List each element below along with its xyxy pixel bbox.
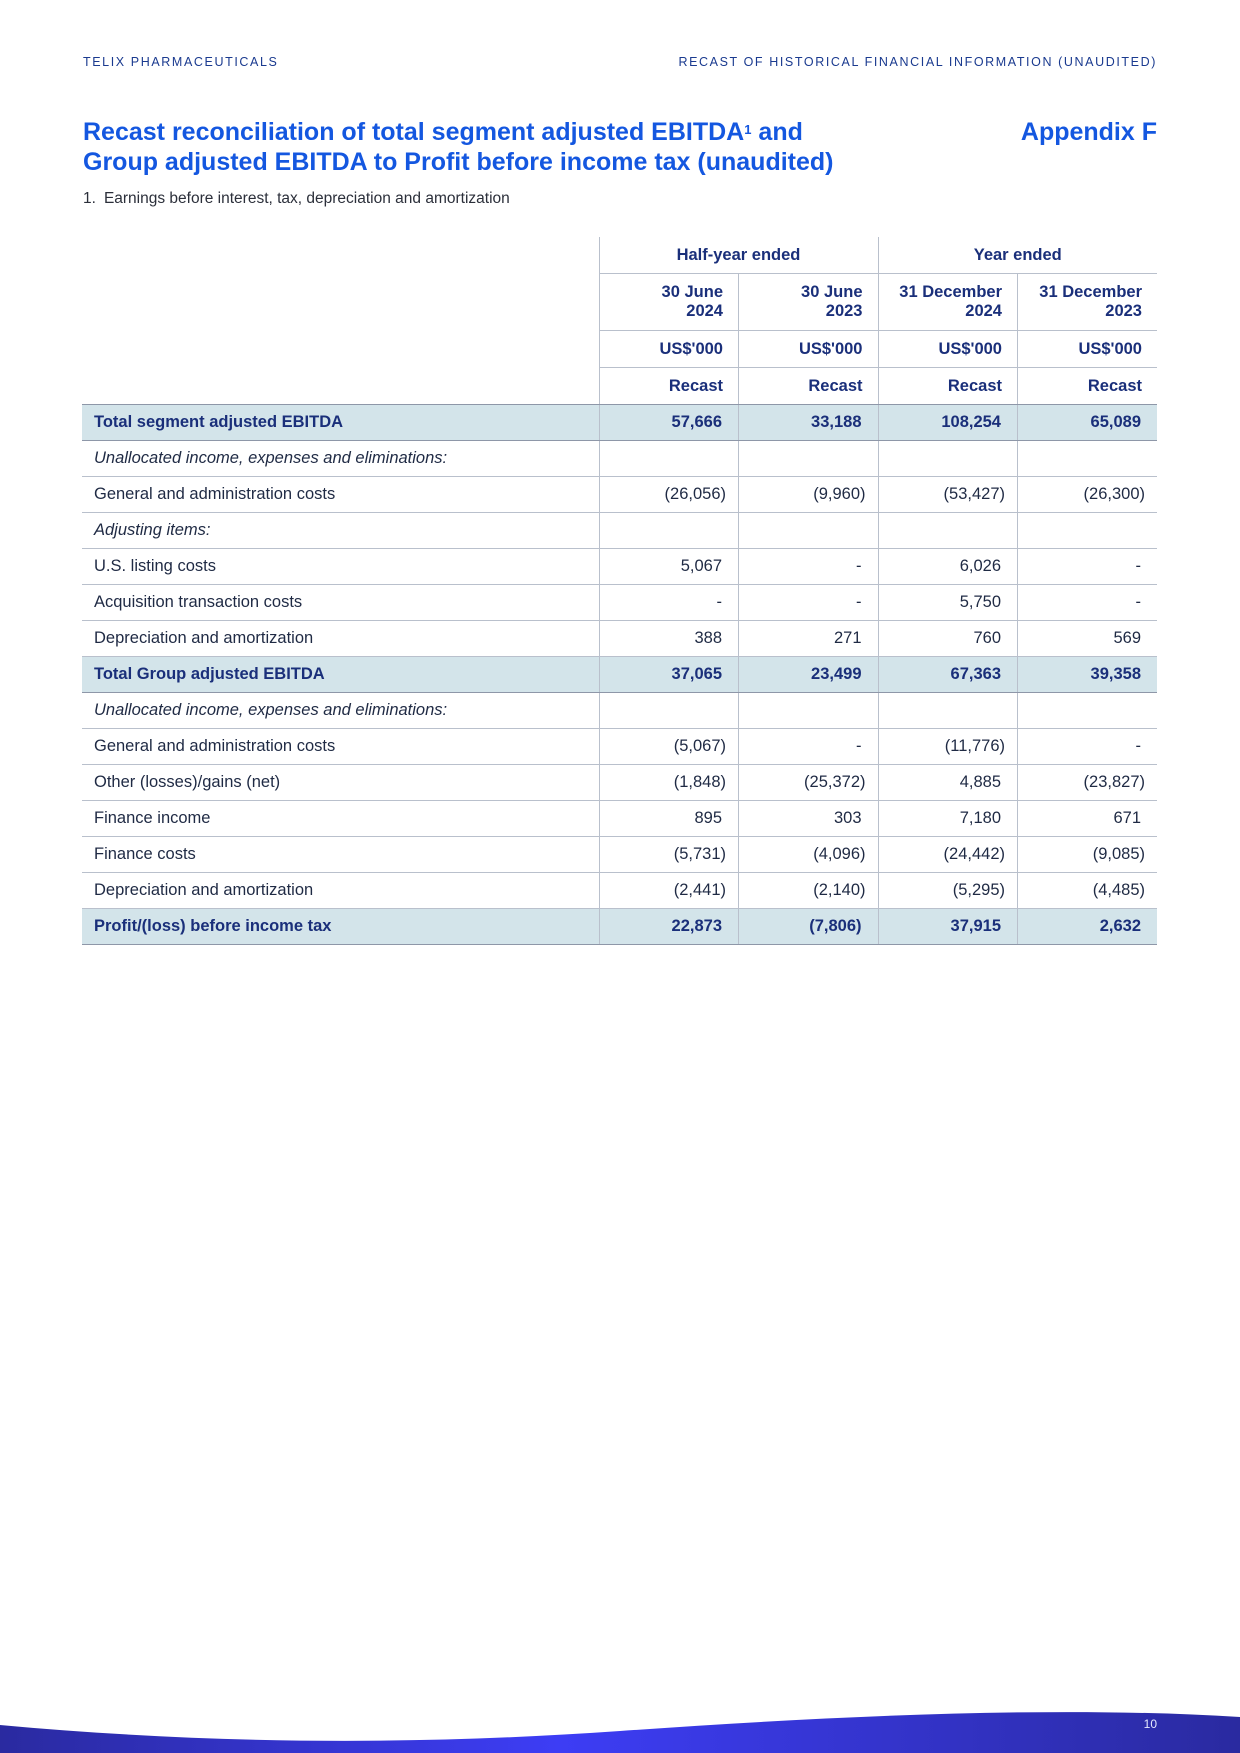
cell-value: (1,848) [599,765,739,801]
cell-value [878,513,1018,549]
cell-value: - [739,729,879,765]
table-row [82,873,1157,909]
row-label: Unallocated income, expenses and eliminations: [82,693,599,729]
title-row [83,117,1157,177]
cell-value [878,693,1018,729]
cell-value: 67,363 [878,657,1018,693]
row-label: Total Group adjusted EBITDA [82,657,599,693]
cell-value [599,513,739,549]
row-label: Adjusting items: [82,513,599,549]
cell-value: - [599,585,739,621]
cell-value: (2,140) [739,873,879,909]
row-label: Finance costs [82,837,599,873]
table-row [82,729,1157,765]
cell-value: - [1018,549,1158,585]
cell-value: (4,485) [1018,873,1158,909]
period-header: 30 June 2023 [739,274,879,331]
cell-value: 6,026 [878,549,1018,585]
cell-value: 5,750 [878,585,1018,621]
period-header: 31 December 2024 [878,274,1018,331]
recast-header: Recast [1018,368,1158,405]
footnote-text: Earnings before interest, tax, depreciation and amortization [103,190,510,207]
page-number: 10 [1143,1717,1157,1731]
cell-value [739,693,879,729]
cell-value [1018,693,1158,729]
cell-value: 37,915 [878,909,1018,945]
period-header: 30 June 2024 [599,274,739,331]
cell-value: 39,358 [1018,657,1158,693]
header-period-row [82,274,1157,331]
title-line1-end: and [751,118,803,146]
row-label: Finance income [82,801,599,837]
footer-wave [0,1673,1240,1753]
cell-value: 895 [599,801,739,837]
header-unit-row [82,331,1157,368]
row-label: Unallocated income, expenses and eliminations: [82,441,599,477]
cell-value: 37,065 [599,657,739,693]
cell-value: - [1018,585,1158,621]
cell-value [599,441,739,477]
running-header [83,55,1157,69]
cell-value: - [739,585,879,621]
cell-value: 7,180 [878,801,1018,837]
title-line1: Recast reconciliation of total segment adjusted EBITDA [83,118,745,146]
cell-value: (53,427) [878,477,1018,513]
table-row [82,549,1157,585]
cell-value: - [1018,729,1158,765]
cell-value: (23,827) [1018,765,1158,801]
recast-header: Recast [878,368,1018,405]
cell-value: 4,885 [878,765,1018,801]
footnote [83,190,510,208]
cell-value: 671 [1018,801,1158,837]
table-row [82,693,1157,729]
cell-value: 271 [739,621,879,657]
row-label: General and administration costs [82,729,599,765]
row-label: Other (losses)/gains (net) [82,765,599,801]
table-row [82,441,1157,477]
cell-value: 760 [878,621,1018,657]
cell-value: (9,960) [739,477,879,513]
cell-value: 569 [1018,621,1158,657]
cell-value [739,441,879,477]
cell-value: 108,254 [878,405,1018,441]
cell-value: (5,067) [599,729,739,765]
cell-value: 2,632 [1018,909,1158,945]
row-label: U.S. listing costs [82,549,599,585]
period-header: 31 December 2023 [1018,274,1158,331]
title-footnote-marker: 1 [744,122,752,137]
cell-value: 388 [599,621,739,657]
cell-value: 303 [739,801,879,837]
cell-value: (5,731) [599,837,739,873]
footnote-number: 1. [83,190,96,207]
cell-value: (4,096) [739,837,879,873]
cell-value: (11,776) [878,729,1018,765]
row-label: Acquisition transaction costs [82,585,599,621]
row-label: Depreciation and amortization [82,621,599,657]
cell-value [1018,513,1158,549]
section-name: RECAST OF HISTORICAL FINANCIAL INFORMATION (UNAUDITED) [678,55,1157,69]
header-group-row [82,237,1157,274]
unit-header: US$'000 [599,331,739,368]
cell-value [878,441,1018,477]
table-body [82,405,1157,945]
table-row [82,801,1157,837]
cell-value: (26,056) [599,477,739,513]
unit-header: US$'000 [878,331,1018,368]
appendix-label: Appendix F [1020,118,1157,146]
cell-value: 23,499 [739,657,879,693]
table-row [82,585,1157,621]
group-header-half-year: Half-year ended [599,237,878,274]
page-title [83,117,863,177]
total-row [82,909,1157,945]
cell-value [1018,441,1158,477]
table-row [82,765,1157,801]
row-label: Depreciation and amortization [82,873,599,909]
cell-value: (26,300) [1018,477,1158,513]
cell-value: (2,441) [599,873,739,909]
recast-header: Recast [599,368,739,405]
cell-value: (7,806) [739,909,879,945]
cell-value [739,513,879,549]
row-label: General and administration costs [82,477,599,513]
title-line2: Group adjusted EBITDA to Profit before income tax (unaudited) [83,148,834,176]
table-row [82,477,1157,513]
table-row [82,837,1157,873]
cell-value: - [739,549,879,585]
cell-value: 33,188 [739,405,879,441]
recast-header: Recast [739,368,879,405]
cell-value: (24,442) [878,837,1018,873]
total-row [82,657,1157,693]
company-name: TELIX PHARMACEUTICALS [83,55,279,69]
row-label: Profit/(loss) before income tax [82,909,599,945]
cell-value: 22,873 [599,909,739,945]
table-row [82,513,1157,549]
unit-header: US$'000 [1018,331,1158,368]
cell-value: (5,295) [878,873,1018,909]
cell-value: 5,067 [599,549,739,585]
header-recast-row [82,368,1157,405]
reconciliation-table [82,237,1157,945]
cell-value: (9,085) [1018,837,1158,873]
unit-header: US$'000 [739,331,879,368]
table-row [82,621,1157,657]
cell-value [599,693,739,729]
row-label: Total segment adjusted EBITDA [82,405,599,441]
group-header-year: Year ended [878,237,1157,274]
total-row [82,405,1157,441]
cell-value: 65,089 [1018,405,1158,441]
cell-value: 57,666 [599,405,739,441]
cell-value: (25,372) [739,765,879,801]
